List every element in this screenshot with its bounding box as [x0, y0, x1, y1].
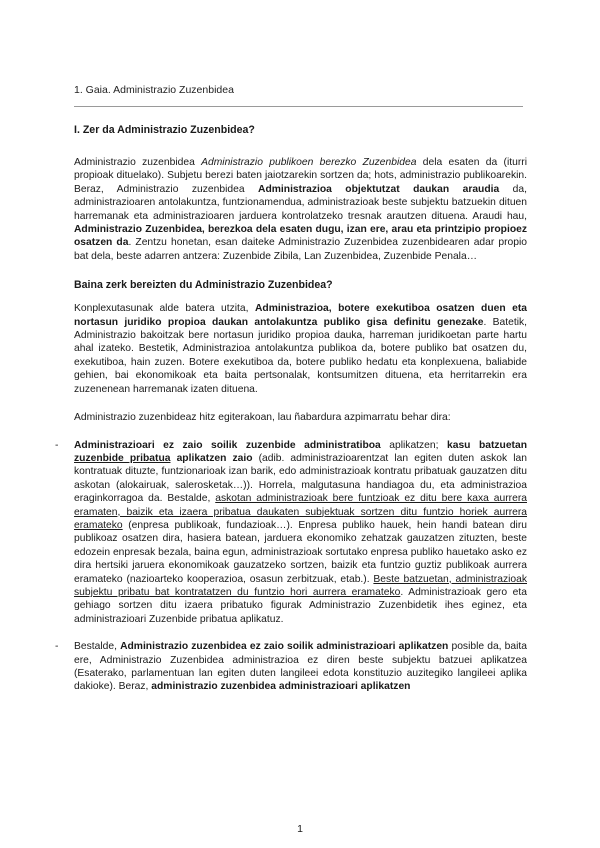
text-run: Administrazio zuzenbidea [74, 157, 202, 168]
paragraph-definition [74, 156, 527, 263]
text-run: . Batetik, Administrazio bakoitzak bere nortasun juridiko propioa dauka, harreman juridikoetan parte hartu ahal izateko. Bestetik, Administrazioa antolakuntza publikoa da, botere publiko bat osatzen du, exekutiboa, hain zuzen. Botere exekutiboa da, botere publiko hedatu eta konplexuena, baliabide gehien, bai ekonomikoak eta baita pertsonalak, kontsumitzen dituena, eta herritarrekin era zuzenenean harremanak izaten dituena. [74, 316, 527, 395]
paragraph-intro-list: Administrazio zuzenbideaz hitz egiterakoan, lau ñabardura azpimarratu behar dira: [74, 412, 451, 424]
underlined-phrase: askotan administrazioak bere funtzioak ez ditu bere kaxa aurrera eramaten, baizik eta izaera pribatua daukaten subjektuak sortzen ditu funtzio horiek aurrera eramateko [74, 493, 527, 531]
text-run: posible da, baita ere, Administrazio Zuzenbidea administrazioa ez diren beste subjektu batzuei aplikatzea (Esaterako, parlamentuan lan egiten duten langileei edota konstituzio auzitegiko langileei aplika dakioke). Beraz, [74, 641, 527, 693]
bold-phrase: administrazio zuzenbidea administrazioari aplikatzen [151, 681, 411, 693]
underlined-phrase: Beste batzuetan, administrazioak subjektu pribatu bat kontratatzen du funtzio hori aurrera eramateko [74, 573, 527, 598]
text-run: . Administrazioak gero eta gehiago sortzen ditu izaera pribatuko figurak Administrazio Zuzenbidetik ihes eginez, eta administrazioari Zuzenbide pribatua aplikatuz. [74, 586, 527, 625]
text-run: (enpresa publikoak, fundazioak…). Enpresa publiko hauek, hein handi batean diru publikoaz osatzen dira, hasiera batean, jarduera ekonomiko zehatzak gauzatzen zituzten, beste edozein enpresak bezala, baina egun, administrazioak sortutako enpresa publiko hauetako asko ez dira hertsiki jaruera ekonomikoak gauzatzeko sortzen, baizik eta funtzio guztiz publikoak aurrera eramateko (nazioarteko kooperazioa, osasun zerbitzuak, etab.). [74, 519, 527, 585]
subheading: Baina zerk bereizten du Administrazio Zuzenbidea? [74, 279, 333, 292]
bold-phrase: Administrazioari ez zaio soilik zuzenbide administratiboa [74, 439, 381, 451]
document-body [55, 123, 528, 708]
text-run: . Zentzu honetan, esan daiteke Administrazio Zuzenbidea zuzenbidearen adar propio bat dela, beste adarren antzera: Zuzenbide Zibila, Lan Zuzenbidea, Zuzenbide Penala… [74, 237, 528, 262]
underlined-phrase: zuzenbide pribatua [74, 452, 171, 464]
paragraph-administration [74, 302, 527, 396]
page-number: 1 [297, 823, 303, 835]
header-divider [74, 106, 523, 107]
text-run: (adib. administrazioarentzat lan egiten duten askok lan kontratuak dituzte, funtzionarioak izan barik, edo administrazioak kontratu pribatuak gauzatzen ditu askotan (alokairuak, salerosketak…)). Horrela, malgutasuna handiagoa du, eta administrazioa eraginkorragoa da. Bestalde, [74, 452, 527, 505]
text-run: dela esaten da (iturri propioak dituelako). Subjetu berezi baten jaiotzarekin sortzen da; hots, administrazio publikoarekin. Beraz, Administrazio zuzenbidea [74, 157, 527, 195]
bullet-dash: - [55, 641, 59, 653]
list-item [55, 640, 527, 694]
bold-underlined-phrase [74, 453, 170, 464]
section-heading: I. Zer da Administrazio Zuzenbidea? [74, 124, 255, 136]
text-run: aplikatzen; [380, 439, 447, 451]
bold-phrase: Administrazioa objektutzat daukan araudia [258, 183, 500, 195]
list-item [55, 439, 527, 627]
text-run: da, administrazioaren antolakuntza, funtzionamendua, administrazioak beste subjektu batzuekin dituen harremanak eta administrazioaren jarduera kontrolatzeko tresnak arautzen dituena. Araudi hau, [74, 183, 527, 222]
bullet-dash: - [55, 439, 59, 451]
page-header: 1. Gaia. Administrazio Zuzenbidea [74, 84, 234, 96]
nuance-list [55, 439, 527, 694]
text-run: Konplexutasunak alde batera utzita, [74, 303, 255, 315]
bold-phrase: Administrazioa, botere exekutiboa osatzen duen eta nortasun juridiko propioa daukan antolakuntza publiko gisa definitu genezake [74, 303, 527, 328]
italic-phrase: Administrazio publikoen berezko Zuzenbidea [201, 157, 417, 168]
bold-phrase: Administrazio zuzenbidea ez zaio soilik administrazioari aplikatzen [120, 641, 449, 653]
bold-phrase: Administrazio Zuzenbidea, berezkoa dela esaten dugu, izan ere, arau eta printzipio propioez osatzen da [74, 224, 527, 249]
bold-phrase: kasu batzuetan [446, 439, 527, 451]
text-run: Bestalde, [74, 641, 121, 653]
bold-phrase: aplikatzen zaio [170, 452, 253, 464]
